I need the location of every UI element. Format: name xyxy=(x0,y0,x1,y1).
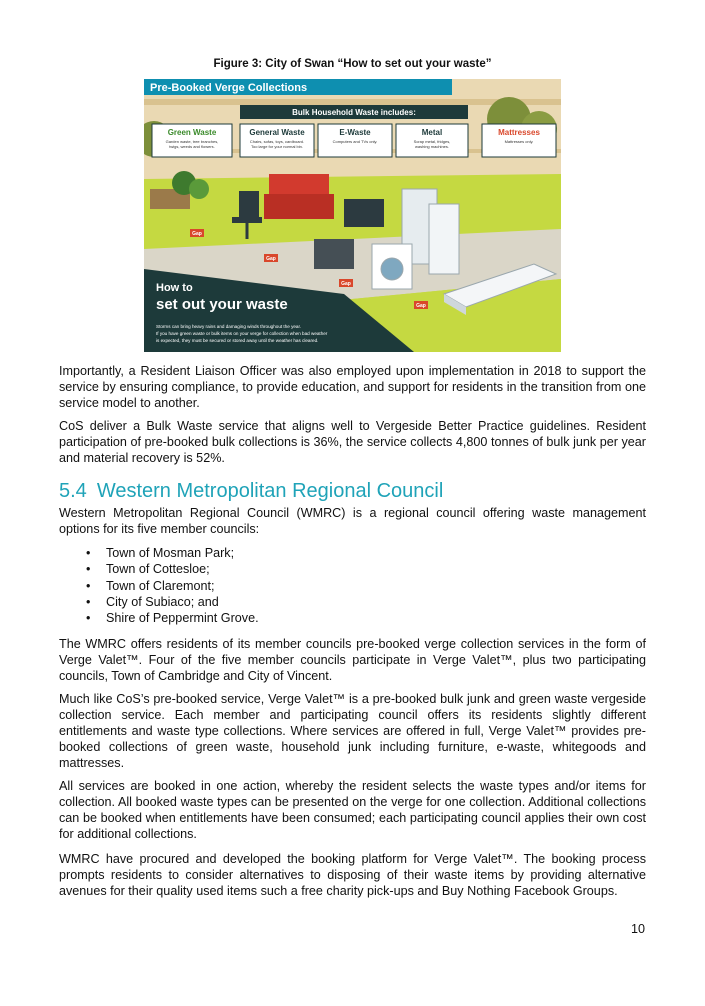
svg-text:Green Waste: Green Waste xyxy=(167,128,217,137)
svg-text:Metal: Metal xyxy=(421,128,443,137)
paragraph-bulk-waste: CoS deliver a Bulk Waste service that aligns well to Vergeside Better Practice guidelines. Resident participation of pre-booked bulk collections is 36%, the service collects 4,800 tonnes of bulk junk per year and material recovery is 52%. xyxy=(59,419,646,466)
svg-text:General Waste: General Waste xyxy=(249,128,305,137)
list-item: • Town of Cottesloe; xyxy=(86,562,210,577)
bullet-icon: • xyxy=(86,611,91,626)
paragraph-service-comparison: Much like CoS’s pre-booked service, Verge Valet™ is a pre-booked bulk junk and green waste vergeside collection service. Each member and participating council offers its residents slightly different entitlements and waste type collections. Where services are offered in full, Verge Valet™ provides pre-booked collections of green waste, household junk including furniture, e-waste, whitegoods and mattresses. xyxy=(59,692,646,771)
paragraph-verge-valet: The WMRC offers residents of its member councils pre-booked verge collection services in the form of Verge Valet™. Four of the five member councils participate in Verge Valet™, plus two participating councils, Town of Cambridge and City of Vincent. xyxy=(59,637,646,684)
note-line-3: is expected, they must be secured or stored away until the weather has cleared. xyxy=(156,338,319,343)
paragraph-booking-action: All services are booked in one action, whereby the resident selects the waste types and/or items for collection. All booked waste types can be presented on the verge for one collection. Additional collections can be booked when entitlements have been consumed; each participating council applies their own cost for additional collections. xyxy=(59,779,646,842)
figure-caption: Figure 3: City of Swan “How to set out your waste” xyxy=(213,58,492,70)
how-to-text: How to xyxy=(156,282,193,294)
svg-text:twigs, weeds and flowers.: twigs, weeds and flowers. xyxy=(169,144,215,149)
section-heading xyxy=(59,480,443,503)
list-item: • Town of Mosman Park; xyxy=(86,546,235,560)
section-title: Western Metropolitan Regional Council xyxy=(96,480,444,502)
svg-text:Computers and TVs only.: Computers and TVs only. xyxy=(332,139,378,144)
svg-text:Chairs, sofas, toys, cardboard: Chairs, sofas, toys, cardboard. xyxy=(249,139,305,144)
svg-text:E-Waste: E-Waste xyxy=(339,128,371,137)
gap-label: Gap xyxy=(416,303,426,309)
sofa-icon xyxy=(264,174,334,219)
bullet-icon: • xyxy=(86,562,91,577)
bullet-icon: • xyxy=(86,546,91,560)
gap-label: Gap xyxy=(341,281,351,287)
page-number: 10 xyxy=(630,922,645,936)
member-council-list xyxy=(59,545,259,626)
list-item: • City of Subiaco; and xyxy=(86,594,219,609)
note-line-2: If you have green waste or bulk items on your verge for collection when bad weather xyxy=(156,331,328,336)
waste-card-ewaste xyxy=(318,124,392,157)
svg-text:washing machines.: washing machines. xyxy=(414,144,450,149)
waste-card-general xyxy=(240,124,314,157)
note-line-1: Storms can bring heavy rains and damaging winds throughout the year. xyxy=(156,324,302,329)
gap-label: Gap xyxy=(266,256,276,262)
bullet-icon: • xyxy=(86,578,91,593)
paragraph-booking-platform: WMRC have procured and developed the booking platform for Verge Valet™. The booking process prompts residents to consider alternatives to disposing of their waste items by providing alternative avenues for their quality used items such a free charity pick-ups and Buy Nothing Facebook Groups. xyxy=(59,852,646,899)
waste-card-mattresses xyxy=(482,124,556,157)
svg-text:Scrap metal, fridges,: Scrap metal, fridges, xyxy=(413,139,451,144)
svg-text:Too large for your normal bin.: Too large for your normal bin. xyxy=(250,144,304,149)
section-number: 5.4 xyxy=(59,480,87,502)
gap-label: Gap xyxy=(192,231,202,237)
washing-machine-icon xyxy=(372,244,412,289)
waste-card-green xyxy=(152,124,232,157)
paragraph-wmrc-intro: Western Metropolitan Regional Council (WMRC) is a regional council offering waste management options for its five member councils: xyxy=(59,506,646,537)
svg-text:Mattresses only.: Mattresses only. xyxy=(504,139,534,144)
bullet-icon: • xyxy=(86,594,91,609)
list-item: • Shire of Peppermint Grove. xyxy=(86,611,259,626)
set-out-text: set out your waste xyxy=(156,296,288,313)
banner-title: Pre-Booked Verge Collections xyxy=(150,82,308,94)
waste-infographic xyxy=(144,79,561,352)
svg-text:Mattresses: Mattresses xyxy=(498,128,540,137)
list-item: • Town of Claremont; xyxy=(86,578,215,593)
waste-card-metal xyxy=(396,124,468,157)
paragraph-liaison-officer: Importantly, a Resident Liaison Officer was also employed upon implementation in 2018 to support the service by ensuring compliance, to provide education, and support for residents in the transition from one service model to another. xyxy=(59,364,646,411)
bulk-title: Bulk Household Waste includes: xyxy=(292,108,416,117)
svg-text:Garden waste, tree branches,: Garden waste, tree branches, xyxy=(165,139,219,144)
